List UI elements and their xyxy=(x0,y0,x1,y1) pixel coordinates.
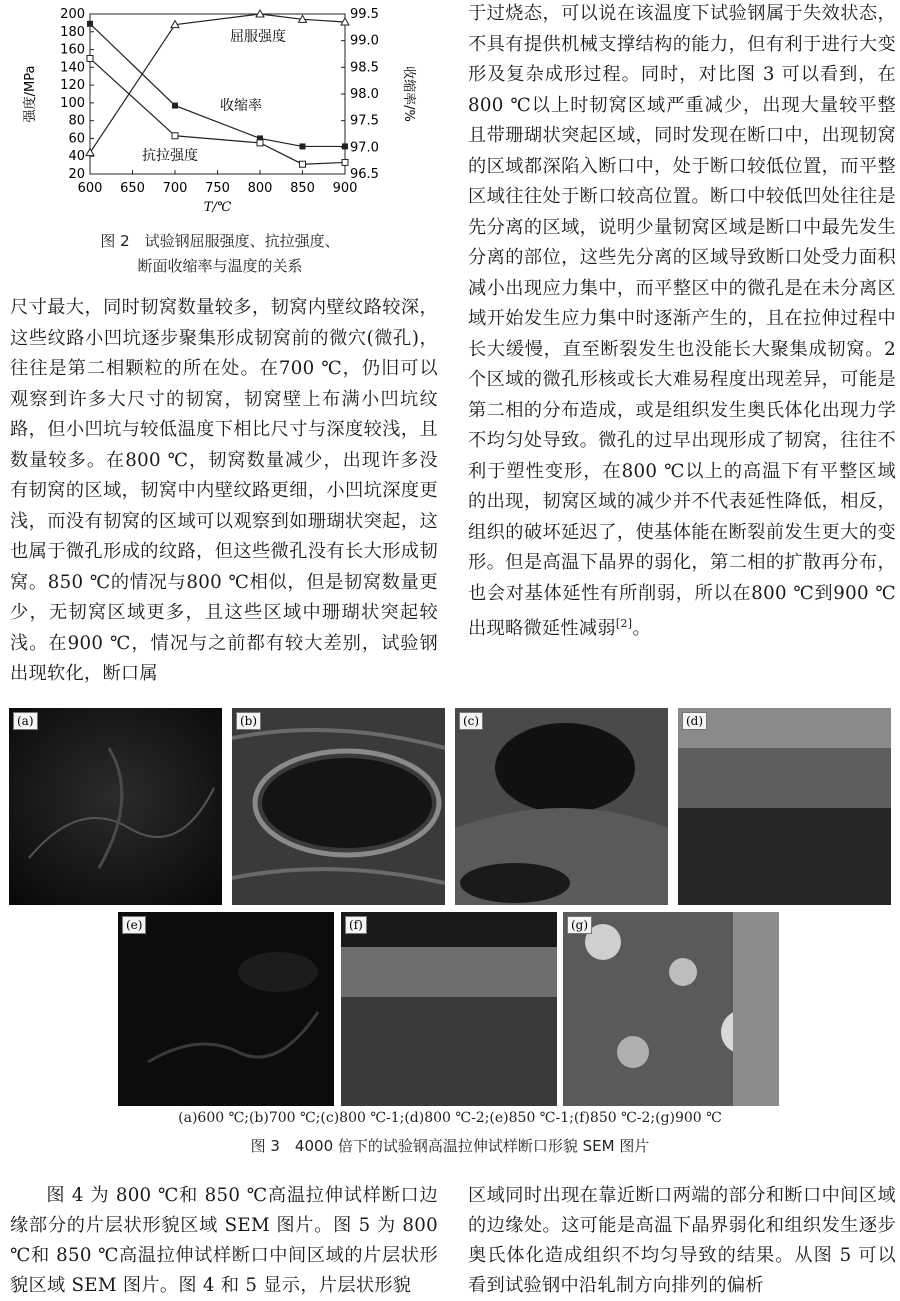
x-tick-label: 750 xyxy=(205,181,230,196)
sem-panel-d xyxy=(678,708,891,905)
x-tick-label: 900 xyxy=(332,181,358,196)
right-column xyxy=(468,0,896,645)
figure-3-caption: 图 3 4000 倍下的试验钢高温拉伸试样断口形貌 SEM 图片 xyxy=(250,1137,650,1155)
series-label: 收缩率 xyxy=(220,98,262,114)
y-left-tick-label: 20 xyxy=(68,167,85,182)
y-right-tick-label: 96.5 xyxy=(350,167,379,182)
y-left-tick-label: 200 xyxy=(60,7,85,22)
x-tick-label: 700 xyxy=(162,181,188,196)
y-left-axis-label: 强度/MPa xyxy=(23,65,38,123)
figure-2-caption-line1: 图 2 试验钢屈服强度、抗拉强度、 xyxy=(100,232,340,250)
figure-3-subcaption: (a)600 ℃;(b)700 ℃;(c)800 ℃-1;(d)800 ℃-2;(e)850 ℃-1;(f)850 ℃-2;(g)900 ℃ xyxy=(178,1110,722,1126)
y-left-tick-label: 40 xyxy=(68,149,85,165)
y-right-tick-label: 99.0 xyxy=(350,33,379,49)
series-line-1 xyxy=(90,58,345,164)
panel-label-f: (f) xyxy=(345,916,367,934)
x-axis-label: T/℃ xyxy=(203,200,232,215)
series-point xyxy=(86,149,94,156)
y-right-tick-label: 98.0 xyxy=(350,87,379,102)
sem-texture-c xyxy=(455,708,668,905)
y-right-axis-label: 收缩率/% xyxy=(401,66,416,122)
y-left-tick-label: 100 xyxy=(60,95,85,111)
left-column xyxy=(10,293,438,690)
citation-ref: [2] xyxy=(615,617,633,630)
y-left-tick-label: 120 xyxy=(60,78,85,94)
x-tick-label: 850 xyxy=(290,181,315,196)
series-point xyxy=(300,143,306,149)
bottom-left-column xyxy=(10,1181,438,1301)
sem-texture-a xyxy=(9,708,222,905)
series-point xyxy=(87,55,93,61)
series-point xyxy=(172,133,178,139)
sem-panel-b xyxy=(232,708,445,905)
sem-texture-g xyxy=(563,912,779,1106)
panel-label-d: (d) xyxy=(682,712,707,730)
bottom-left-paragraph: 图 4 为 800 ℃和 850 ℃高温拉伸试样断口边缘部分的片层状形貌区域 SEM 图片。图 5 为 800 ℃和 850 ℃高温拉伸试样断口中间区域的片层状形貌区域 SEM 图片。图 4 和 5 显示，片层状形貌 xyxy=(10,1185,438,1296)
series-point xyxy=(342,159,348,165)
series-label: 屈服强度 xyxy=(230,29,286,45)
panel-label-g: (g) xyxy=(567,916,592,934)
figure-2-caption-line2: 断面收缩率与温度的关系 xyxy=(137,257,303,275)
left-paragraph: 尺寸最大，同时韧窝数量较多，韧窝内壁纹路较深，这些纹路小凹坑逐步聚集形成韧窝前的微穴(微孔)，往往是第二相颗粒的所在处。在700 ℃，仍旧可以观察到许多大尺寸的韧窝，韧窝壁上布满小凹坑纹路，但小凹坑与较低温度下相比尺寸与深度较浅，且数量较多。在800 ℃，韧窝数量减少，出现许多没有韧窝的区域，韧窝中内壁纹路更细，小凹坑深度更浅，而没有韧窝的区域可以观察到如珊瑚状突起，这也属于微孔形成的纹路，但这些微孔没有长大形成韧窝。850 ℃的情况与800 ℃相似，但是韧窝数量更少，无韧窝区域更多，且这些区域中珊瑚状突起较浅。在900 ℃，情况与之前都有较大差别，试验钢出现软化，断口属 xyxy=(10,297,438,684)
x-tick-label: 650 xyxy=(120,181,145,196)
sem-texture-d xyxy=(678,708,891,905)
sem-panel-g xyxy=(563,912,779,1106)
series-point xyxy=(172,103,178,109)
bottom-right-column xyxy=(468,1181,896,1301)
y-right-tick-label: 97.0 xyxy=(350,140,379,156)
series-line-0 xyxy=(90,24,345,147)
right-paragraph-text: 于过烧态，可以说在该温度下试验钢属于失效状态，不具有提供机械支撑结构的能力，但有利于进行大变形及复杂成形过程。同时，对比图 3 可以看到，在800 ℃以上时韧窝区域严重减少，出现大量较平整且带珊瑚状突起区域，同时发现在断口中，出现韧窝的区域都深陷入断口中，处于断口较低位置，而平整区域往往处于断口较高位置。断口中较低凹处往往是先分离的区域，说明少量韧窝区域是断口中最先发生分离的部位，这些先分离的区域导致断口处受力面积减小出现应力集中，而平整区中的微孔是在未分离区域开始发生应力集中时逐渐产生的，且在拉伸过程中长大缓慢，直至断裂发生也没能长大聚集成韧窝。2 个区域的微孔形核或长大难易程度出现差异，可能是第二相的分布造成，或是组织发生奥氏体化出现力学不均匀处导致。微孔的过早出现形成了韧窝，往往不利于塑性变形，在800 ℃以上的高温下有平整区域的出现，韧窝区域的减少并不代表延性降低，相反，组织的破坏延迟了，使基体能在断裂前发生更大的变形。但是高温下晶界的弱化，第二相的扩散再分布，也会对基体延性有所削弱，所以在800 ℃到900 ℃出现略微延性减弱 xyxy=(468,3,896,640)
series-label: 抗拉强度 xyxy=(142,148,198,164)
right-paragraph-end: 。 xyxy=(632,618,651,640)
sem-texture-b xyxy=(232,708,445,905)
panel-label-b: (b) xyxy=(236,712,261,730)
bottom-right-paragraph: 区域同时出现在靠近断口两端的部分和断口中间区域的边缘处。这可能是高温下晶界弱化和组织发生逐步奥氏体化造成组织不均匀导致的结果。从图 5 可以看到试验钢中沿轧制方向排列的偏析 xyxy=(468,1185,896,1296)
x-tick-label: 800 xyxy=(247,181,273,196)
y-left-tick-label: 160 xyxy=(60,42,85,58)
series-point xyxy=(300,161,306,167)
right-paragraph xyxy=(468,0,896,645)
sem-panel-a xyxy=(9,708,222,905)
panel-label-e: (e) xyxy=(122,916,146,934)
series-point xyxy=(342,143,348,149)
y-right-tick-label: 97.5 xyxy=(350,113,379,129)
y-left-tick-label: 180 xyxy=(60,24,85,40)
sem-texture-e xyxy=(118,912,334,1106)
series-line-2 xyxy=(90,14,345,153)
panel-label-a: (a) xyxy=(13,712,38,730)
sem-panel-c xyxy=(455,708,668,905)
y-left-tick-label: 60 xyxy=(68,131,85,147)
y-right-tick-label: 99.5 xyxy=(350,7,379,22)
y-left-tick-label: 140 xyxy=(60,60,85,76)
sem-panel-f xyxy=(341,912,557,1106)
y-right-tick-label: 98.5 xyxy=(350,60,379,76)
series-point xyxy=(87,21,93,27)
y-left-tick-label: 80 xyxy=(68,113,85,129)
panel-label-c: (c) xyxy=(459,712,483,730)
sem-panel-e xyxy=(118,912,334,1106)
figure-2-chart xyxy=(10,0,430,225)
sem-texture-f xyxy=(341,912,557,1106)
x-tick-label: 600 xyxy=(77,181,103,196)
series-point xyxy=(257,140,263,146)
